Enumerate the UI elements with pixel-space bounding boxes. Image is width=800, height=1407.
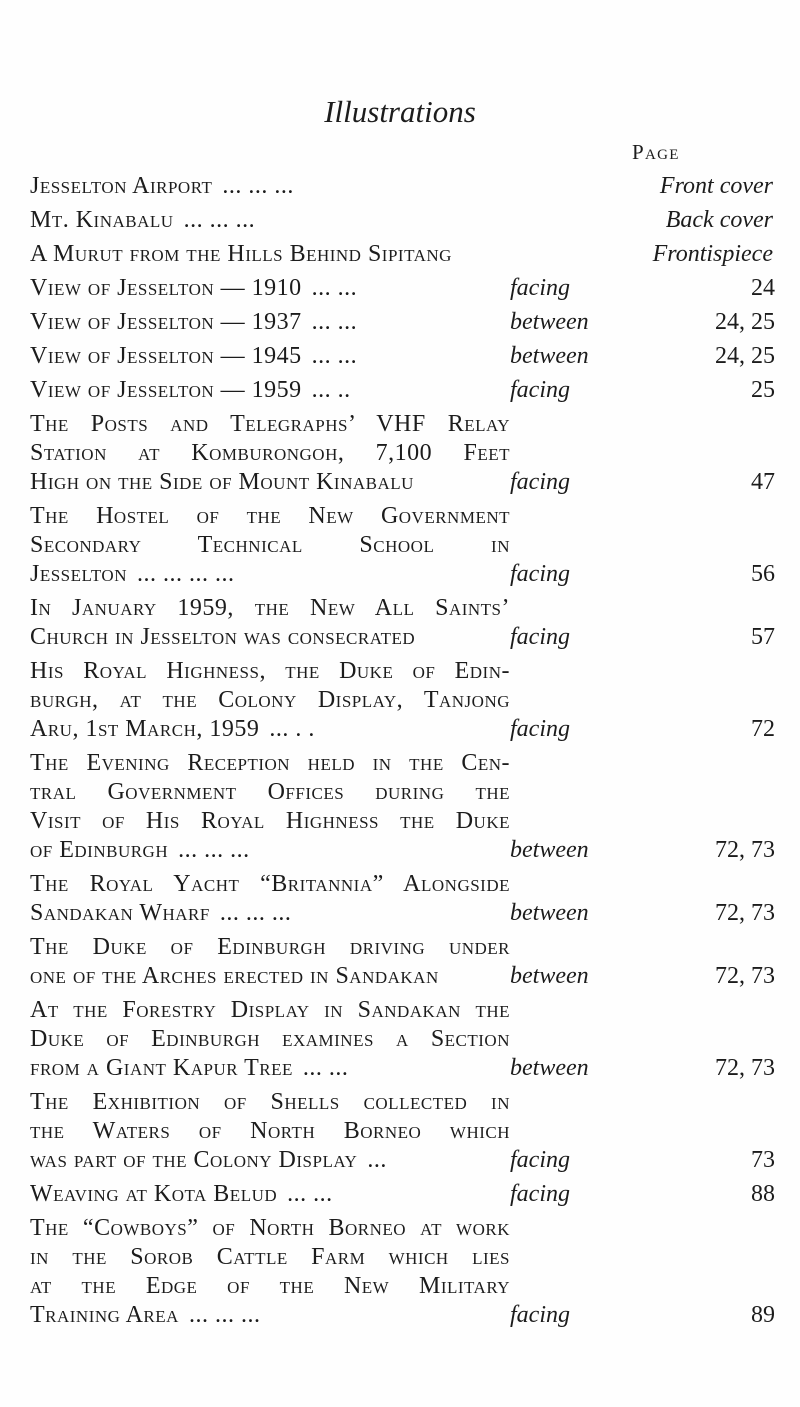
dot-leader: ... ... — [302, 1055, 349, 1081]
entry-title-text: His Royal Highness, the Duke of Edin- — [30, 658, 510, 684]
illustration-entry — [30, 996, 775, 1083]
entry-title — [30, 172, 510, 201]
dot-leader: ... ... — [311, 309, 358, 335]
entry-page: 72 — [751, 716, 775, 742]
entry-title-text: Mt. Kinabalu — [30, 207, 174, 233]
entry-title — [30, 657, 510, 744]
entry-title — [30, 1214, 510, 1330]
entry-title-text: tral Government Offices during the — [30, 779, 510, 805]
entry-title-line — [30, 240, 510, 269]
entry-page: 57 — [751, 624, 775, 650]
entry-title — [30, 594, 510, 652]
entry-title-line — [30, 1301, 510, 1330]
entry-title-text: Visit of His Royal Highness the Duke — [30, 808, 510, 834]
entry-qualifier: between — [510, 309, 589, 335]
entry-title-line — [30, 623, 510, 652]
illustration-entry — [30, 240, 775, 269]
entry-qualifier: between — [510, 343, 589, 369]
entry-title-line — [30, 376, 510, 405]
entry-qualifier: facing — [510, 716, 570, 742]
entry-title-text: The Exhibition of Shells collected in — [30, 1089, 510, 1115]
entry-qualifier: facing — [510, 1302, 570, 1328]
entry-title-text: Aru, 1st March, 1959 — [30, 716, 260, 742]
entry-title-text: Station at Komburongoh, 7,100 Feet — [30, 440, 510, 466]
entry-qualifier: between — [510, 837, 589, 863]
page-title: Illustrations — [324, 94, 476, 129]
illustration-entry — [30, 410, 775, 497]
illustration-entry — [30, 870, 775, 928]
entry-title-line — [30, 439, 510, 468]
entry-title-text: Duke of Edinburgh examines a Section — [30, 1026, 510, 1052]
entry-page: 24, 25 — [715, 309, 775, 335]
entry-title — [30, 410, 510, 497]
entry-title-line — [30, 502, 510, 531]
entry-title-text: in the Sorob Cattle Farm which lies — [30, 1244, 510, 1270]
entry-title-text: Secondary Technical School in — [30, 532, 510, 558]
entry-qualifier: facing — [510, 624, 570, 650]
entry-title — [30, 376, 510, 405]
entry-page: 72, 73 — [715, 837, 775, 863]
entry-title-text: The Posts and Telegraphs’ VHF Relay — [30, 411, 510, 437]
entry-title-text: of Edinburgh — [30, 837, 169, 863]
entry-title-text: was part of the Colony Display — [30, 1147, 358, 1173]
dot-leader: ... . . — [269, 716, 315, 742]
dot-leader: ... ... — [287, 1181, 333, 1207]
entry-title-text: one of the Arches erected in Sandakan — [30, 963, 439, 989]
illustration-entry — [30, 274, 775, 303]
entry-title-line — [30, 962, 510, 991]
entry-title-line — [30, 560, 510, 589]
illustration-entry — [30, 657, 775, 744]
entry-title-text: Training Area — [30, 1302, 179, 1328]
dot-leader: ... — [367, 1147, 387, 1173]
dot-leader: ... .. — [311, 377, 351, 403]
dot-leader: ... ... ... — [219, 900, 292, 926]
entry-page: 47 — [751, 469, 775, 495]
entry-title-line — [30, 1117, 510, 1146]
illustration-entry — [30, 1088, 775, 1175]
dot-leader: ... ... ... — [183, 207, 256, 233]
entry-title-text: The Evening Reception held in the Cen- — [30, 750, 510, 776]
entry-title-text: The Royal Yacht “Britannia” Alongside — [30, 871, 510, 897]
entry-title-line — [30, 410, 510, 439]
entry-qualifier: between — [510, 963, 589, 989]
entry-title — [30, 240, 510, 269]
entry-page: 24, 25 — [715, 343, 775, 369]
illustration-entry — [30, 502, 775, 589]
entry-title-line — [30, 594, 510, 623]
illustration-entry — [30, 206, 775, 235]
entry-page: 89 — [751, 1302, 775, 1328]
entry-title-text: View of Jesselton — 1959 — [30, 377, 302, 403]
entry-title-text: burgh, at the Colony Display, Tanjong — [30, 687, 510, 713]
entry-title-text: the Waters of North Borneo which — [30, 1118, 510, 1144]
entry-title-line — [30, 1088, 510, 1117]
entry-title-line — [30, 206, 510, 235]
entry-title-line — [30, 342, 510, 371]
entry-qualifier: facing — [510, 377, 570, 403]
illustration-entry — [30, 376, 775, 405]
entry-title-text: View of Jesselton — 1910 — [30, 275, 302, 301]
entry-page: 56 — [751, 561, 775, 587]
illustration-entry — [30, 342, 775, 371]
illustration-entry — [30, 1214, 775, 1330]
entry-title — [30, 870, 510, 928]
illustration-entry — [30, 308, 775, 337]
entry-title — [30, 274, 510, 303]
entry-title-text: In January 1959, the New All Saints’ — [30, 595, 510, 621]
dot-leader: ... ... ... — [222, 173, 294, 199]
entry-qualifier: between — [510, 1055, 589, 1081]
entry-title-text: Jesselton — [30, 561, 127, 587]
entry-page: 88 — [751, 1181, 775, 1207]
entry-title — [30, 933, 510, 991]
entry-page: 24 — [751, 275, 775, 301]
entry-title — [30, 206, 510, 235]
entry-title-line — [30, 749, 510, 778]
entry-title-text: The Hostel of the New Government — [30, 503, 510, 529]
entry-title-line — [30, 1146, 510, 1175]
entry-title-line — [30, 531, 510, 560]
entry-title-text: Jesselton Airport — [30, 173, 213, 199]
entry-title-line — [30, 1243, 510, 1272]
entry-title-text: High on the Side of Mount Kinabalu — [30, 469, 414, 495]
entry-title — [30, 996, 510, 1083]
entry-title-text: from a Giant Kapur Tree — [30, 1055, 293, 1081]
entry-title-text: Sandakan Wharf — [30, 900, 210, 926]
entry-title-line — [30, 996, 510, 1025]
entry-page: Front cover — [659, 173, 773, 199]
entry-title-line — [30, 1025, 510, 1054]
dot-leader: ... ... ... — [188, 1302, 261, 1328]
entry-title-text: A Murut from the Hills Behind Sipitang — [30, 241, 452, 267]
entry-title-line — [30, 686, 510, 715]
entry-title — [30, 749, 510, 865]
entry-title-line — [30, 933, 510, 962]
entry-title-text: Church in Jesselton was consecrated — [30, 624, 416, 650]
entry-title-line — [30, 274, 510, 303]
entry-title-line — [30, 870, 510, 899]
entry-qualifier: facing — [510, 1181, 570, 1207]
entry-title — [30, 1088, 510, 1175]
entry-title-line — [30, 172, 510, 201]
entry-title-line — [30, 899, 510, 928]
entry-title-text: View of Jesselton — 1945 — [30, 343, 302, 369]
entry-page: 72, 73 — [715, 963, 775, 989]
entry-title-line — [30, 468, 510, 497]
entry-page: 72, 73 — [715, 1055, 775, 1081]
entry-title — [30, 1180, 510, 1209]
dot-leader: ... ... — [311, 343, 358, 369]
entry-title — [30, 342, 510, 371]
entry-title-line — [30, 1214, 510, 1243]
illustration-entry — [30, 749, 775, 865]
entry-page: Back cover — [665, 207, 773, 233]
dot-leader: ... ... ... — [178, 837, 250, 863]
entry-title-line — [30, 807, 510, 836]
entry-title — [30, 308, 510, 337]
entry-title-line — [30, 715, 510, 744]
entry-title-text: The Duke of Edinburgh driving under — [30, 934, 510, 960]
entry-qualifier: facing — [510, 1147, 570, 1173]
entry-qualifier: facing — [510, 561, 570, 587]
entry-qualifier: facing — [510, 275, 570, 301]
entry-page: 25 — [751, 377, 775, 403]
dot-leader: ... ... — [311, 275, 358, 301]
entry-page: 73 — [751, 1147, 775, 1173]
illustration-entry — [30, 172, 775, 201]
entry-page: 72, 73 — [715, 900, 775, 926]
illustration-entry — [30, 933, 775, 991]
entry-title-line — [30, 1180, 510, 1209]
entry-title-line — [30, 1272, 510, 1301]
entry-title-text: The “Cowboys” of North Borneo at work — [30, 1215, 510, 1241]
entry-page: Frontispiece — [652, 241, 773, 267]
entry-title-line — [30, 308, 510, 337]
illustration-entry — [30, 594, 775, 652]
entry-title-line — [30, 657, 510, 686]
entry-title — [30, 502, 510, 589]
page-column-heading: Page — [632, 140, 680, 164]
entry-qualifier: between — [510, 900, 589, 926]
dot-leader: ... ... ... ... — [136, 561, 235, 587]
entry-title-line — [30, 836, 510, 865]
entry-title-text: At the Forestry Display in Sandakan the — [30, 997, 510, 1023]
entry-title-text: Weaving at Kota Belud — [30, 1181, 278, 1207]
entry-title-line — [30, 778, 510, 807]
entry-title-text: at the Edge of the New Military — [30, 1273, 510, 1299]
entry-title-text: View of Jesselton — 1937 — [30, 309, 302, 335]
entry-title-line — [30, 1054, 510, 1083]
illustration-entry — [30, 1180, 775, 1209]
illustrations-list — [30, 172, 775, 1335]
entry-qualifier: facing — [510, 469, 570, 495]
